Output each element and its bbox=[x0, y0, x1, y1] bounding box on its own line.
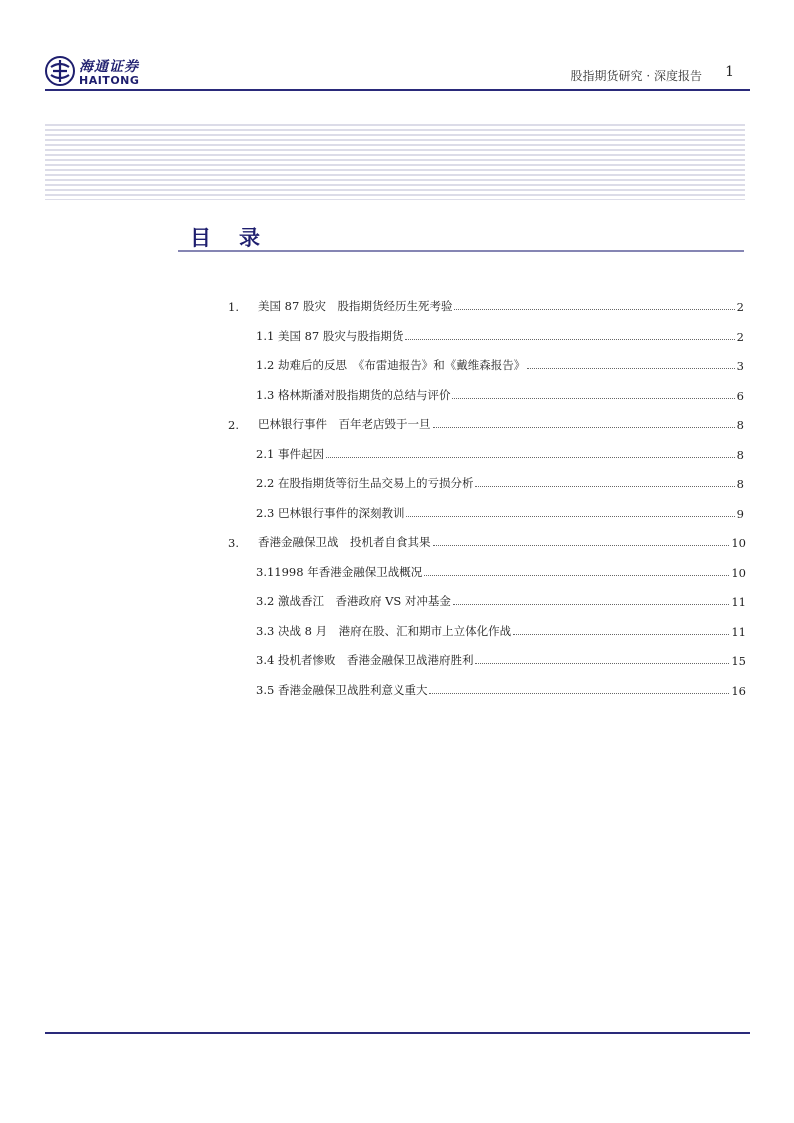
toc-entry-page: 10 bbox=[731, 536, 746, 550]
toc-entry-text: 3.2 激战香江 香港政府 VS 对冲基金 bbox=[256, 594, 451, 608]
toc-entry-number: 3. bbox=[228, 536, 239, 550]
striped-banner bbox=[45, 124, 745, 200]
toc-entry[interactable] bbox=[256, 473, 744, 491]
dot-leader bbox=[454, 309, 734, 310]
toc-entry[interactable] bbox=[228, 414, 744, 432]
toc-entry[interactable] bbox=[228, 296, 744, 314]
toc-entry-text: 1.2 劫难后的反思 《布雷迪报告》和《戴维森报告》 bbox=[256, 358, 526, 372]
toc-entry-text: 2.1 事件起因 bbox=[256, 447, 324, 461]
page-header bbox=[45, 52, 750, 92]
toc-entry[interactable] bbox=[256, 444, 744, 462]
toc-entry-page: 15 bbox=[731, 654, 746, 668]
header-divider bbox=[45, 89, 750, 91]
toc-entry-page: 11 bbox=[731, 625, 746, 639]
toc-entry-text: 1.1 美国 87 股灾与股指期货 bbox=[256, 329, 404, 343]
dot-leader bbox=[405, 339, 734, 340]
page-number: 1 bbox=[725, 64, 734, 80]
toc-entry[interactable] bbox=[256, 650, 746, 668]
toc-entry-text: 3.3 决战 8 月 港府在股、汇和期市上立体化作战 bbox=[256, 624, 512, 638]
toc-entry-text: 香港金融保卫战 投机者自食其果 bbox=[258, 535, 431, 549]
toc-entry-number: 2. bbox=[228, 418, 239, 432]
toc-entry-page: 6 bbox=[736, 389, 744, 403]
toc-entry-text: 巴林银行事件 百年老店毁于一旦 bbox=[258, 417, 431, 431]
toc-entry[interactable] bbox=[228, 532, 746, 550]
dot-leader bbox=[429, 693, 729, 694]
toc-entry[interactable] bbox=[256, 680, 746, 698]
toc-entry-number: 1. bbox=[228, 300, 239, 314]
dot-leader bbox=[326, 457, 735, 458]
footer-divider bbox=[45, 1032, 750, 1034]
dot-leader bbox=[406, 516, 734, 517]
toc-entry[interactable] bbox=[256, 591, 746, 609]
toc-entry-text: 2.2 在股指期货等衍生品交易上的亏损分析 bbox=[256, 476, 474, 490]
dot-leader bbox=[475, 486, 734, 487]
toc-entry-text: 3.4 投机者惨败 香港金融保卫战港府胜利 bbox=[256, 653, 474, 667]
dot-leader bbox=[475, 663, 729, 664]
haitong-logo-icon bbox=[45, 56, 75, 86]
toc-entry-page: 3 bbox=[736, 359, 744, 373]
toc-entry-page: 2 bbox=[736, 300, 744, 314]
toc-entry[interactable] bbox=[256, 355, 744, 373]
dot-leader bbox=[424, 575, 729, 576]
toc-entry[interactable] bbox=[256, 385, 744, 403]
toc-entry-page: 10 bbox=[731, 566, 746, 580]
toc-entry-page: 8 bbox=[736, 418, 744, 432]
logo-chinese-name: 海通证券 bbox=[79, 59, 139, 75]
toc-entry[interactable] bbox=[256, 621, 746, 639]
dot-leader bbox=[527, 368, 734, 369]
toc-heading-divider bbox=[178, 250, 744, 252]
toc-entry-text: 3.11998 年香港金融保卫战概况 bbox=[256, 565, 423, 579]
toc-entry[interactable] bbox=[256, 503, 744, 521]
report-title: 股指期货研究 · 深度报告 bbox=[570, 69, 702, 83]
dot-leader bbox=[453, 604, 729, 605]
toc-entry-page: 2 bbox=[736, 330, 744, 344]
dot-leader bbox=[513, 634, 729, 635]
toc-entry-page: 9 bbox=[736, 507, 744, 521]
logo-english-name: HAITONG bbox=[79, 74, 140, 87]
toc-entry-text: 2.3 巴林银行事件的深刻教训 bbox=[256, 506, 405, 520]
toc-entry[interactable] bbox=[256, 326, 744, 344]
toc-entry-text: 3.5 香港金融保卫战胜利意义重大 bbox=[256, 683, 428, 697]
toc-entry-page: 8 bbox=[736, 448, 744, 462]
toc-entry[interactable] bbox=[256, 562, 746, 580]
toc-entry-page: 11 bbox=[731, 595, 746, 609]
dot-leader bbox=[433, 427, 735, 428]
toc-entry-page: 8 bbox=[736, 477, 744, 491]
toc-entry-text: 1.3 格林斯潘对股指期货的总结与评价 bbox=[256, 388, 451, 402]
toc-heading: 目录 bbox=[190, 226, 288, 250]
toc-entry-page: 16 bbox=[731, 684, 746, 698]
dot-leader bbox=[433, 545, 730, 546]
dot-leader bbox=[452, 398, 734, 399]
toc-entry-text: 美国 87 股灾 股指期货经历生死考验 bbox=[258, 299, 453, 313]
